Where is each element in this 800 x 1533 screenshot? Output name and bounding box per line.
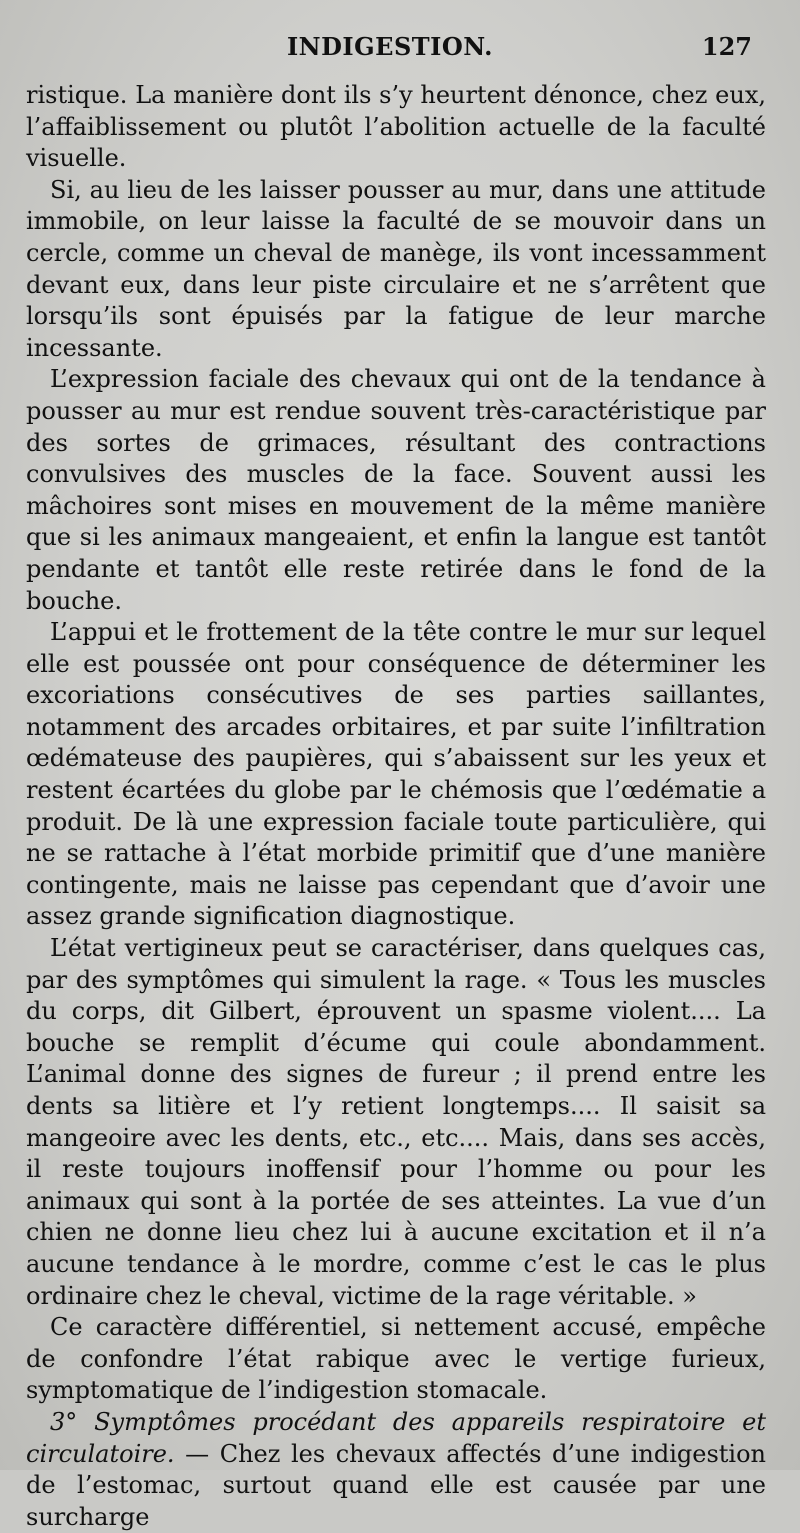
- paragraph-circular-movement: Si, au lieu de les laisser pousser au mur, dans une attitude immobile, on leur laisse la faculté de se mouvoir dans un cercle, comme un cheval de manège, ils vont incessamment devant eux, dans leur piste circulaire et ne s’arrêtent que lorsqu’ils sont épuisés par la fatigue de leur marche incessante.: [26, 175, 766, 362]
- running-title: INDIGESTION.: [286, 32, 494, 61]
- paragraph-facial-expression: L’expression faciale des chevaux qui ont de la tendance à pousser au mur est rendue souvent très-caractéristique par des sortes de grimaces, résultant des contractions convulsives des muscles de la face. Souvent aussi les mâchoires sont mises en mouvement de la même manière que si les animaux mangeaient, et enfin la langue est tantôt pendante et tantôt elle reste retirée dans le fond de la bouche.: [26, 365, 766, 615]
- paragraph-differential: Ce caractère différentiel, si nettement accusé, empêche de confondre l’état rabique avec le vertige furieux, symptomatique de l’indigestion stomacale.: [26, 1313, 766, 1405]
- section-text: — Chez les chevaux affectés d’une indigestion de l’estomac, surtout quand elle est causée par une surcharge: [26, 1439, 766, 1531]
- paragraph-section-3: [26, 1407, 766, 1533]
- running-head: [0, 30, 800, 66]
- paragraph-excoriations: L’appui et le frottement de la tête contre le mur sur lequel elle est poussée ont pour conséquence de déterminer les excoriations consécutives de ses parties saillantes, notamment des arcades orbitaires, et par suite l’infiltration œdémateuse des paupières, qui s’abaissent sur les yeux et restent écartées du globe par le chémosis que l’œdématie a produit. De là une expression faciale toute particulière, qui ne se rattache à l’état morbide primitif que d’une manière contingente, mais ne laisse pas cependant que d’avoir une assez grande signification diagnostique.: [26, 618, 766, 931]
- section-heading: 3° Symptômes procédant des appareils respiratoire et circulatoire.: [26, 1407, 766, 1468]
- page-body: [26, 80, 766, 1533]
- page-number: 127: [701, 32, 752, 61]
- paragraph-continuation: ristique. La manière dont ils s’y heurtent dénonce, chez eux, l’affaiblissement ou plutôt l’abolition actuelle de la faculté visuelle.: [26, 81, 766, 173]
- paragraph-rage-symptoms: L’état vertigineux peut se caractériser, dans quelques cas, par des symptômes qui simulent la rage. « Tous les muscles du corps, dit Gilbert, éprouvent un spasme violent.... La bouche se remplit d’écume qui coule abondamment. L’animal donne des signes de fureur ; il prend entre les dents sa litière et l’y retient longtemps.... Il saisit sa mangeoire avec les dents, etc., etc.... Mais, dans ses accès, il reste toujours inoffensif pour l’homme ou pour les animaux qui sont à la portée de ses atteintes. La vue d’un chien ne donne lieu chez lui à aucune excitation et il n’a aucune tendance à le mordre, comme c’est le cas le plus ordinaire chez le cheval, victime de la rage véritable. »: [26, 934, 766, 1310]
